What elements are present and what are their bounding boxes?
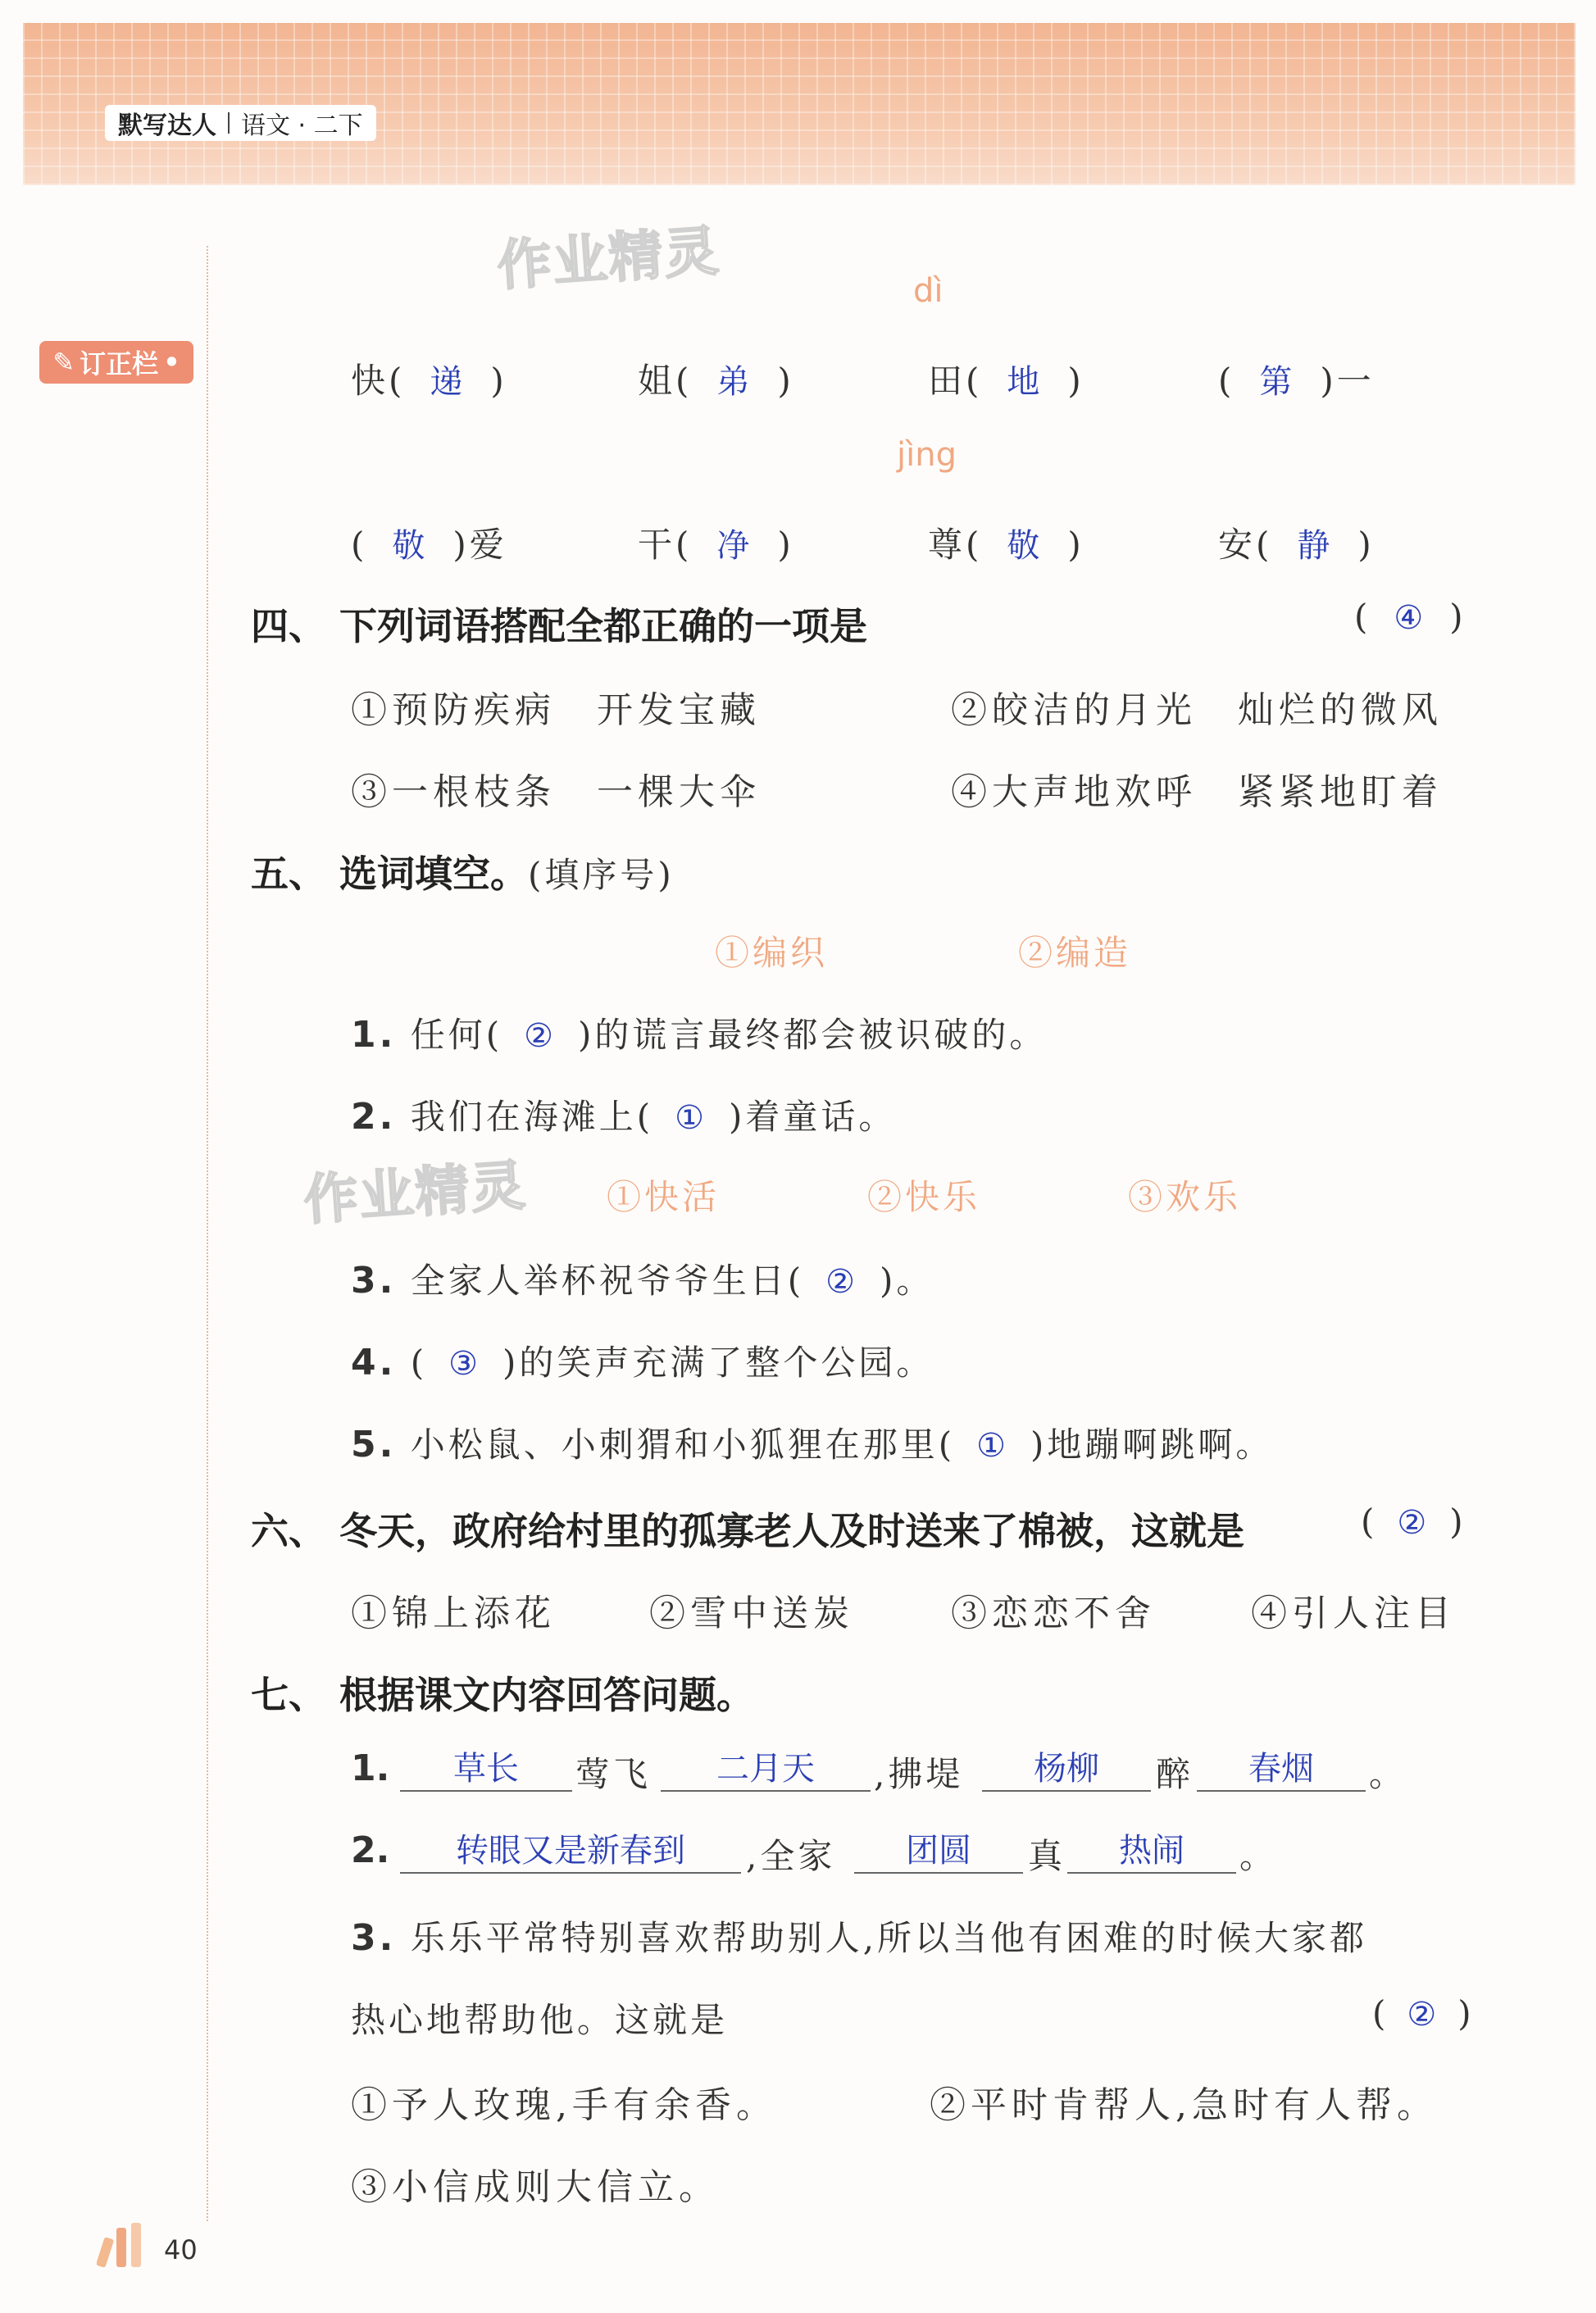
page-number: 40: [164, 2234, 198, 2265]
watermark: 作业精灵: [302, 1153, 529, 1233]
word-choice: ②编造: [1018, 933, 1132, 973]
option-item: ②平时肯帮人,急时有人帮。: [930, 2084, 1438, 2126]
answer-bracket: ( ② ): [1361, 1502, 1466, 1542]
option-item: ②皎洁的月光 灿烂的微风: [951, 689, 1443, 731]
question-heading: 七、 根据课文内容回答问题。: [251, 1673, 755, 1717]
series-tag: [105, 105, 376, 141]
sidebar-divider: [207, 246, 208, 2221]
poem-text: ,拂堤: [874, 1754, 964, 1794]
fill-item: 1. 任何( ② )的谎言最终都会被识破的。: [351, 1014, 1048, 1056]
answer-bracket: ( ④ ): [1354, 597, 1466, 637]
word-item: 姐( 弟 ): [638, 361, 794, 401]
item-number: 2.: [351, 1829, 390, 1871]
blank-answer: 团圆: [854, 1829, 1023, 1874]
word-item: 尊( 敬 ): [928, 525, 1084, 565]
poem-text: 。: [1369, 1754, 1407, 1794]
poem-text: 醉: [1156, 1754, 1194, 1794]
poem-text: 。: [1239, 1836, 1278, 1876]
blank-answer: 二月天: [661, 1747, 871, 1792]
word-item: ( 敬 )爱: [351, 525, 507, 565]
question-heading: 四、 下列词语搭配全都正确的一项是: [251, 604, 868, 648]
word-choice: ①快活: [607, 1177, 721, 1217]
blank-answer: 杨柳: [982, 1747, 1151, 1792]
word-choice: ③欢乐: [1128, 1177, 1242, 1217]
option-item: ②雪中送炭: [649, 1593, 854, 1634]
pinyin-label: dì: [913, 272, 944, 310]
question-heading: 五、 选词填空。(填序号): [251, 852, 675, 896]
option-item: ④引人注目: [1251, 1593, 1456, 1634]
item-number: 1.: [351, 1747, 390, 1789]
fill-item: 3. 全家人举杯祝爷爷生日( ② )。: [351, 1260, 934, 1302]
correction-label: 订正栏: [80, 348, 159, 379]
question-heading: 六、 冬天，政府给村里的孤寡老人及时送来了棉被，这就是: [251, 1509, 1245, 1553]
option-item: ①锦上添花: [351, 1593, 556, 1634]
blank-answer: 热闹: [1067, 1829, 1236, 1874]
word-item: 干( 净 ): [638, 525, 794, 565]
question-text: 3. 乐乐平常特别喜欢帮助别人,所以当他有困难的时候大家都: [351, 1917, 1368, 1959]
subject-label: 语文 · 二下: [241, 111, 363, 140]
option-item: ③恋恋不舍: [951, 1593, 1156, 1634]
option-item: ①予人玫瑰,手有余香。: [351, 2084, 777, 2126]
question-text: 热心地帮助他。这就是: [351, 2000, 729, 2040]
blank-answer: 草长: [400, 1747, 572, 1792]
blank-answer: 春烟: [1197, 1747, 1366, 1792]
brand-name: 默写达人: [118, 111, 216, 140]
book-stack-icon: [97, 2223, 149, 2269]
word-choice: ①编织: [715, 933, 829, 973]
option-item: ④大声地欢呼 紧紧地盯着: [951, 771, 1443, 813]
header-band: [23, 23, 1576, 185]
option-item: ③小信成则大信立。: [351, 2166, 720, 2208]
word-item: 田( 地 ): [928, 361, 1084, 401]
word-item: 快( 递 ): [351, 361, 507, 401]
blank-answer: 转眼又是新春到: [400, 1829, 741, 1874]
divider: [228, 112, 230, 134]
poem-text: ,全家: [746, 1836, 836, 1876]
option-item: ①预防疾病 开发宝藏: [351, 689, 761, 731]
option-item: ③一根枝条 一棵大伞: [351, 771, 761, 813]
word-item: 安( 静 ): [1218, 525, 1375, 565]
word-choice: ②快乐: [867, 1177, 981, 1217]
fill-item: 2. 我们在海滩上( ① )着童话。: [351, 1096, 897, 1138]
dot-icon: •: [163, 347, 180, 378]
pencil-icon: ✎: [52, 347, 75, 378]
word-item: ( 第 )一: [1218, 361, 1375, 401]
fill-item: 4. ( ③ )的笑声充满了整个公园。: [351, 1342, 934, 1384]
poem-text: 真: [1028, 1836, 1066, 1876]
answer-bracket: ( ② ): [1372, 1993, 1475, 2034]
poem-text: 莺飞: [575, 1754, 652, 1794]
fill-item: 5. 小松鼠、小刺猬和小狐狸在那里( ① )地蹦啊跳啊。: [351, 1424, 1274, 1466]
correction-column-tag: [39, 341, 193, 384]
watermark: 作业精灵: [495, 219, 722, 298]
pinyin-label: jìng: [897, 436, 957, 474]
